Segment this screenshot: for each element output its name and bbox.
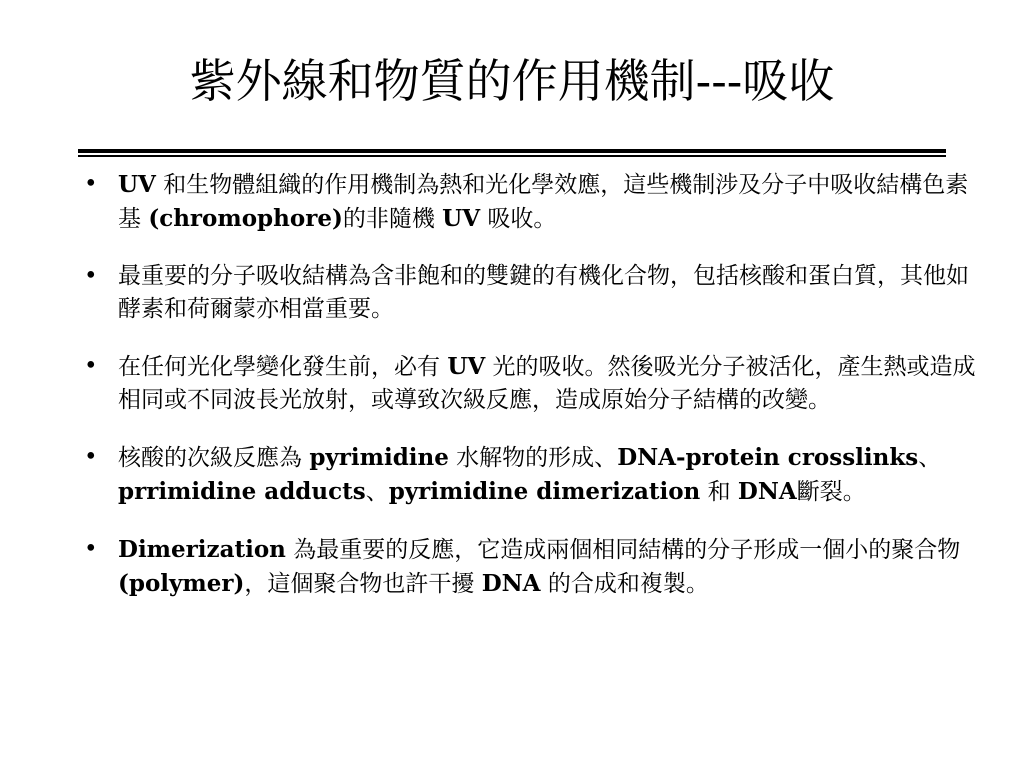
bullet-text bbox=[118, 260, 984, 326]
bold-text-run: UV bbox=[447, 353, 486, 380]
bullet-item bbox=[84, 260, 984, 326]
bullet-item bbox=[84, 533, 984, 601]
bold-text-run: pyrimidine bbox=[309, 444, 449, 471]
bold-text-run: UV bbox=[442, 205, 481, 232]
text-run: 光的吸收。然後吸光分子被活化，產生熱或造成相同或不同波長光放射，或導致次級反應，造成原始分子結構的改變。 bbox=[118, 354, 976, 413]
bold-text-run: prrimidine adducts bbox=[118, 478, 366, 505]
text-run: 的合成和複製。 bbox=[540, 571, 709, 597]
bullet-item bbox=[84, 441, 984, 509]
bold-text-run: DNA-protein crosslinks bbox=[617, 444, 919, 471]
text-run: ，這個聚合物也許干擾 bbox=[244, 571, 482, 597]
bold-text-run: DNA bbox=[481, 570, 541, 597]
text-run: 最重要的分子吸收結構為含非飽和的雙鍵的有機化合物，包括核酸和蛋白質，其他如酵素和荷爾蒙亦相當重要。 bbox=[118, 263, 969, 322]
text-run: 的非隨機 bbox=[342, 206, 443, 232]
bullet-text bbox=[118, 441, 984, 509]
text-run: 和 bbox=[700, 479, 738, 505]
bullet-text bbox=[118, 533, 984, 601]
text-run: 為最重要的反應，它造成兩個相同結構的分子形成一個小的聚合物 bbox=[285, 537, 961, 563]
bold-text-run: (chromophore) bbox=[148, 205, 343, 232]
bullet-item bbox=[84, 168, 984, 236]
bullet-dot-icon: • bbox=[84, 536, 98, 562]
title-divider-thick bbox=[78, 149, 946, 153]
bullet-text bbox=[118, 350, 984, 417]
bold-text-run: (polymer) bbox=[118, 570, 245, 597]
text-run: 吸收。 bbox=[480, 206, 557, 232]
bold-text-run: UV bbox=[118, 171, 156, 198]
text-run: 在任何光化學變化發生前，必有 bbox=[118, 354, 448, 380]
title-divider-thin bbox=[78, 155, 946, 157]
bullet-list bbox=[84, 168, 984, 625]
text-run: 核酸的次級反應為 bbox=[118, 445, 310, 471]
text-run: 斷裂。 bbox=[796, 479, 866, 505]
bold-text-run: Dimerization bbox=[118, 536, 286, 563]
bullet-dot-icon: • bbox=[84, 263, 98, 289]
text-run: 、 bbox=[918, 445, 942, 471]
text-run: 水解物的形成、 bbox=[448, 445, 618, 471]
text-run: 、 bbox=[365, 479, 389, 505]
text-run: 和生物體組織的作用機制為熱和光化學效應，這些機制涉及分子中吸收結構色素基 bbox=[118, 172, 969, 232]
bullet-item bbox=[84, 350, 984, 417]
bold-text-run: pyrimidine dimerization bbox=[388, 478, 701, 505]
slide-title: 紫外線和物質的作用機制---吸收 bbox=[189, 54, 835, 108]
bullet-dot-icon: • bbox=[84, 171, 98, 197]
bullet-dot-icon: • bbox=[84, 444, 98, 470]
bold-text-run: DNA bbox=[737, 478, 797, 505]
bullet-text bbox=[118, 168, 984, 236]
bullet-dot-icon: • bbox=[84, 353, 98, 379]
